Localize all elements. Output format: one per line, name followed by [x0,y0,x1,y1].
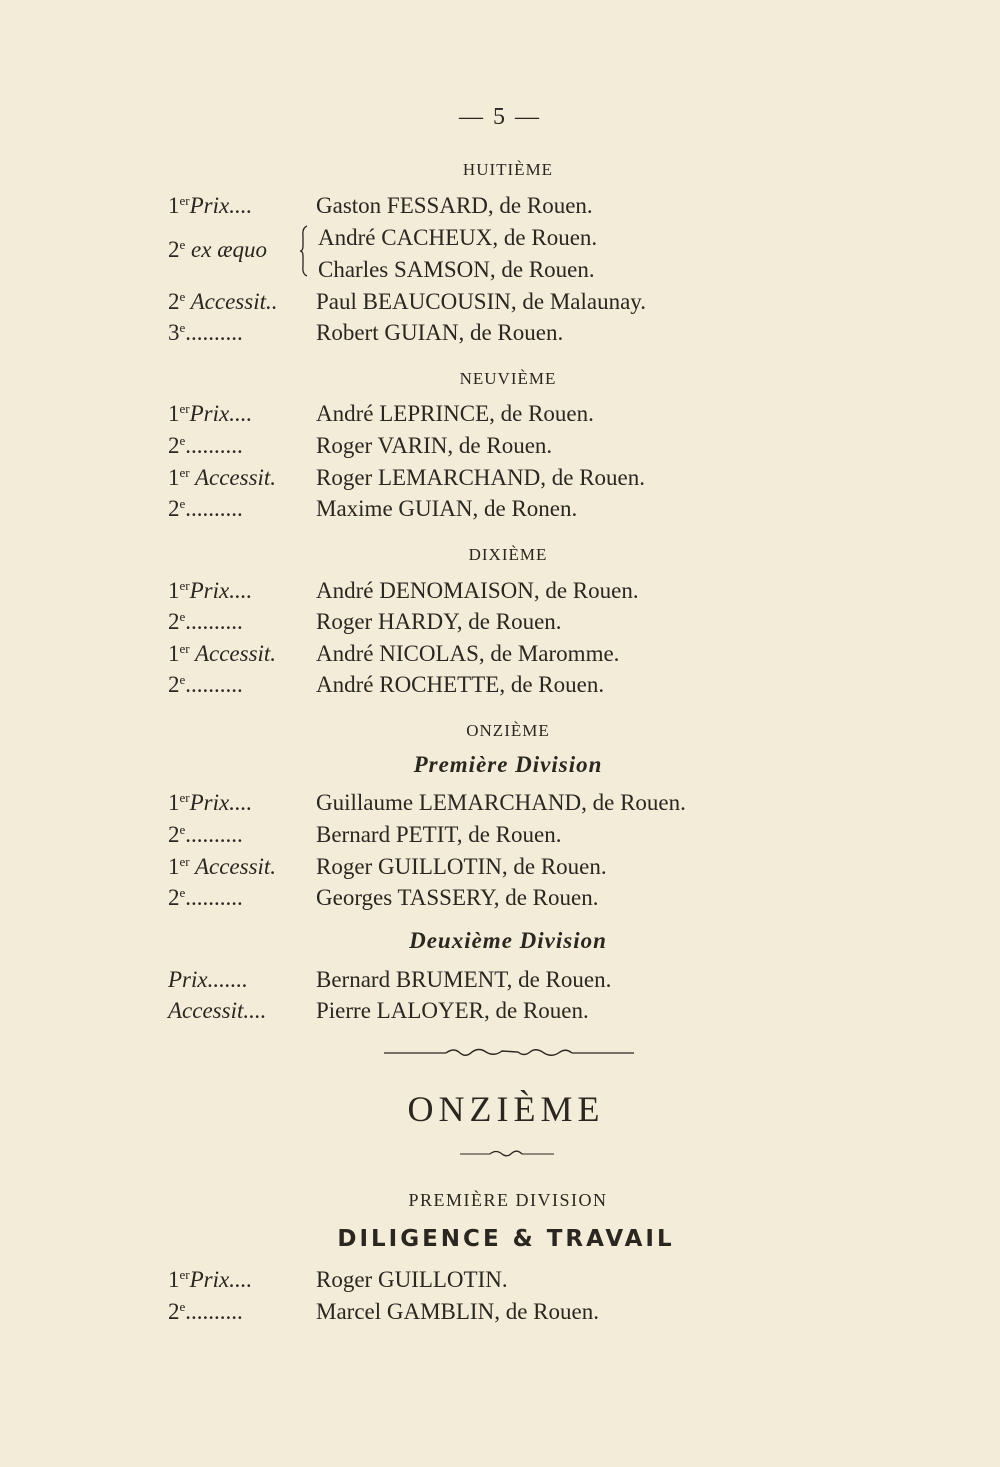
award-label: 1er Accessit. [168,854,277,879]
laureate-name: Roger GUILLOTIN, de Rouen. [316,854,607,879]
award-label: 2e.......... [168,1299,243,1324]
laureate-name: Maxime GUIAN, de Ronen. [316,496,578,521]
award-label: 3e.......... [168,320,243,345]
award-label: 1erPrix.... [168,790,253,815]
laureate-name: Roger HARDY, de Rouen. [316,609,562,634]
laureate-name: André CACHEUX, de Rouen. [318,225,598,250]
category-heading: DILIGENCE & TRAVAIL [337,1226,675,1252]
ornament-divider-icon [384,1046,634,1060]
award-label: Prix....... [168,967,248,992]
award-label: 2e Accessit.. [168,289,278,314]
laureate-name: Bernard PETIT, de Rouen. [316,822,562,847]
award-label: Accessit.... [168,998,267,1023]
list-item [168,638,619,670]
list-item [168,286,646,318]
list-item [168,669,604,701]
award-label: 1er Accessit. [168,641,277,666]
brace-icon [299,222,309,280]
section-title-onzieme: ONZIÈME [466,721,550,740]
award-label: 1erPrix.... [168,1267,253,1292]
section-title-huitieme: HUITIÈME [462,160,554,179]
list-item [168,430,552,462]
laureate-name: André LEPRINCE, de Rouen. [316,401,594,426]
section-title-neuvieme: NEUVIÈME [459,369,557,388]
award-label: 2e.......... [168,822,243,847]
laureate-name: Paul BEAUCOUSIN, de Malaunay. [316,289,647,314]
laureate-name: Roger VARIN, de Rouen. [316,433,553,458]
award-label: 2e ex æquo [168,237,268,262]
list-item [168,851,607,883]
laureate-name: Pierre LALOYER, de Rouen. [316,998,589,1023]
award-label: 2e.......... [168,433,243,458]
award-label: 2e.......... [168,496,243,521]
list-item [168,190,593,222]
laureate-name: Roger LEMARCHAND, de Rouen. [316,465,645,490]
list-item [168,462,645,494]
part-title: ONZIÈME [407,1089,605,1129]
section-title-dixieme: DIXIÈME [468,545,548,564]
laureate-name: André DENOMAISON, de Rouen. [316,578,639,603]
list-item [168,995,589,1027]
laureate-name: André ROCHETTE, de Rouen. [316,672,605,697]
list-item [168,398,594,430]
award-label: 1erPrix.... [168,401,253,426]
list-item [168,1264,508,1296]
laureate-name: Robert GUIAN, de Rouen. [316,320,564,345]
list-item [168,575,639,607]
list-item [168,882,598,914]
division-heading: PREMIÈRE DIVISION [408,1190,608,1210]
award-label: 1erPrix.... [168,193,253,218]
laureate-name: Guillaume LEMARCHAND, de Rouen. [316,790,686,815]
laureate-name: André NICOLAS, de Maromme. [316,641,620,666]
page-number: — 5 — [459,104,541,130]
ex-aequo-names [318,222,597,286]
list-item [168,606,562,638]
laureate-name: Charles SAMSON, de Rouen. [318,257,595,282]
list-item [168,819,561,851]
laureate-name: Georges TASSERY, de Rouen. [316,885,599,910]
award-label: 2e.......... [168,609,243,634]
laureate-name: Gaston FESSARD, de Rouen. [316,193,593,218]
award-label: 1er Accessit. [168,465,277,490]
laureate-name: Roger GUILLOTIN. [316,1267,508,1292]
division-title: Deuxième Division [409,928,607,953]
award-label: 2e.......... [168,672,243,697]
list-item [168,317,563,349]
small-ornament-icon [460,1148,554,1160]
laureate-name: Marcel GAMBLIN, de Rouen. [316,1299,599,1324]
division-title: Première Division [413,752,603,777]
list-item [168,493,577,525]
list-item [168,1296,599,1328]
list-item [168,787,686,819]
list-item [168,964,611,996]
award-label: 1erPrix.... [168,578,253,603]
award-label: 2e.......... [168,885,243,910]
laureate-name: Bernard BRUMENT, de Rouen. [316,967,612,992]
